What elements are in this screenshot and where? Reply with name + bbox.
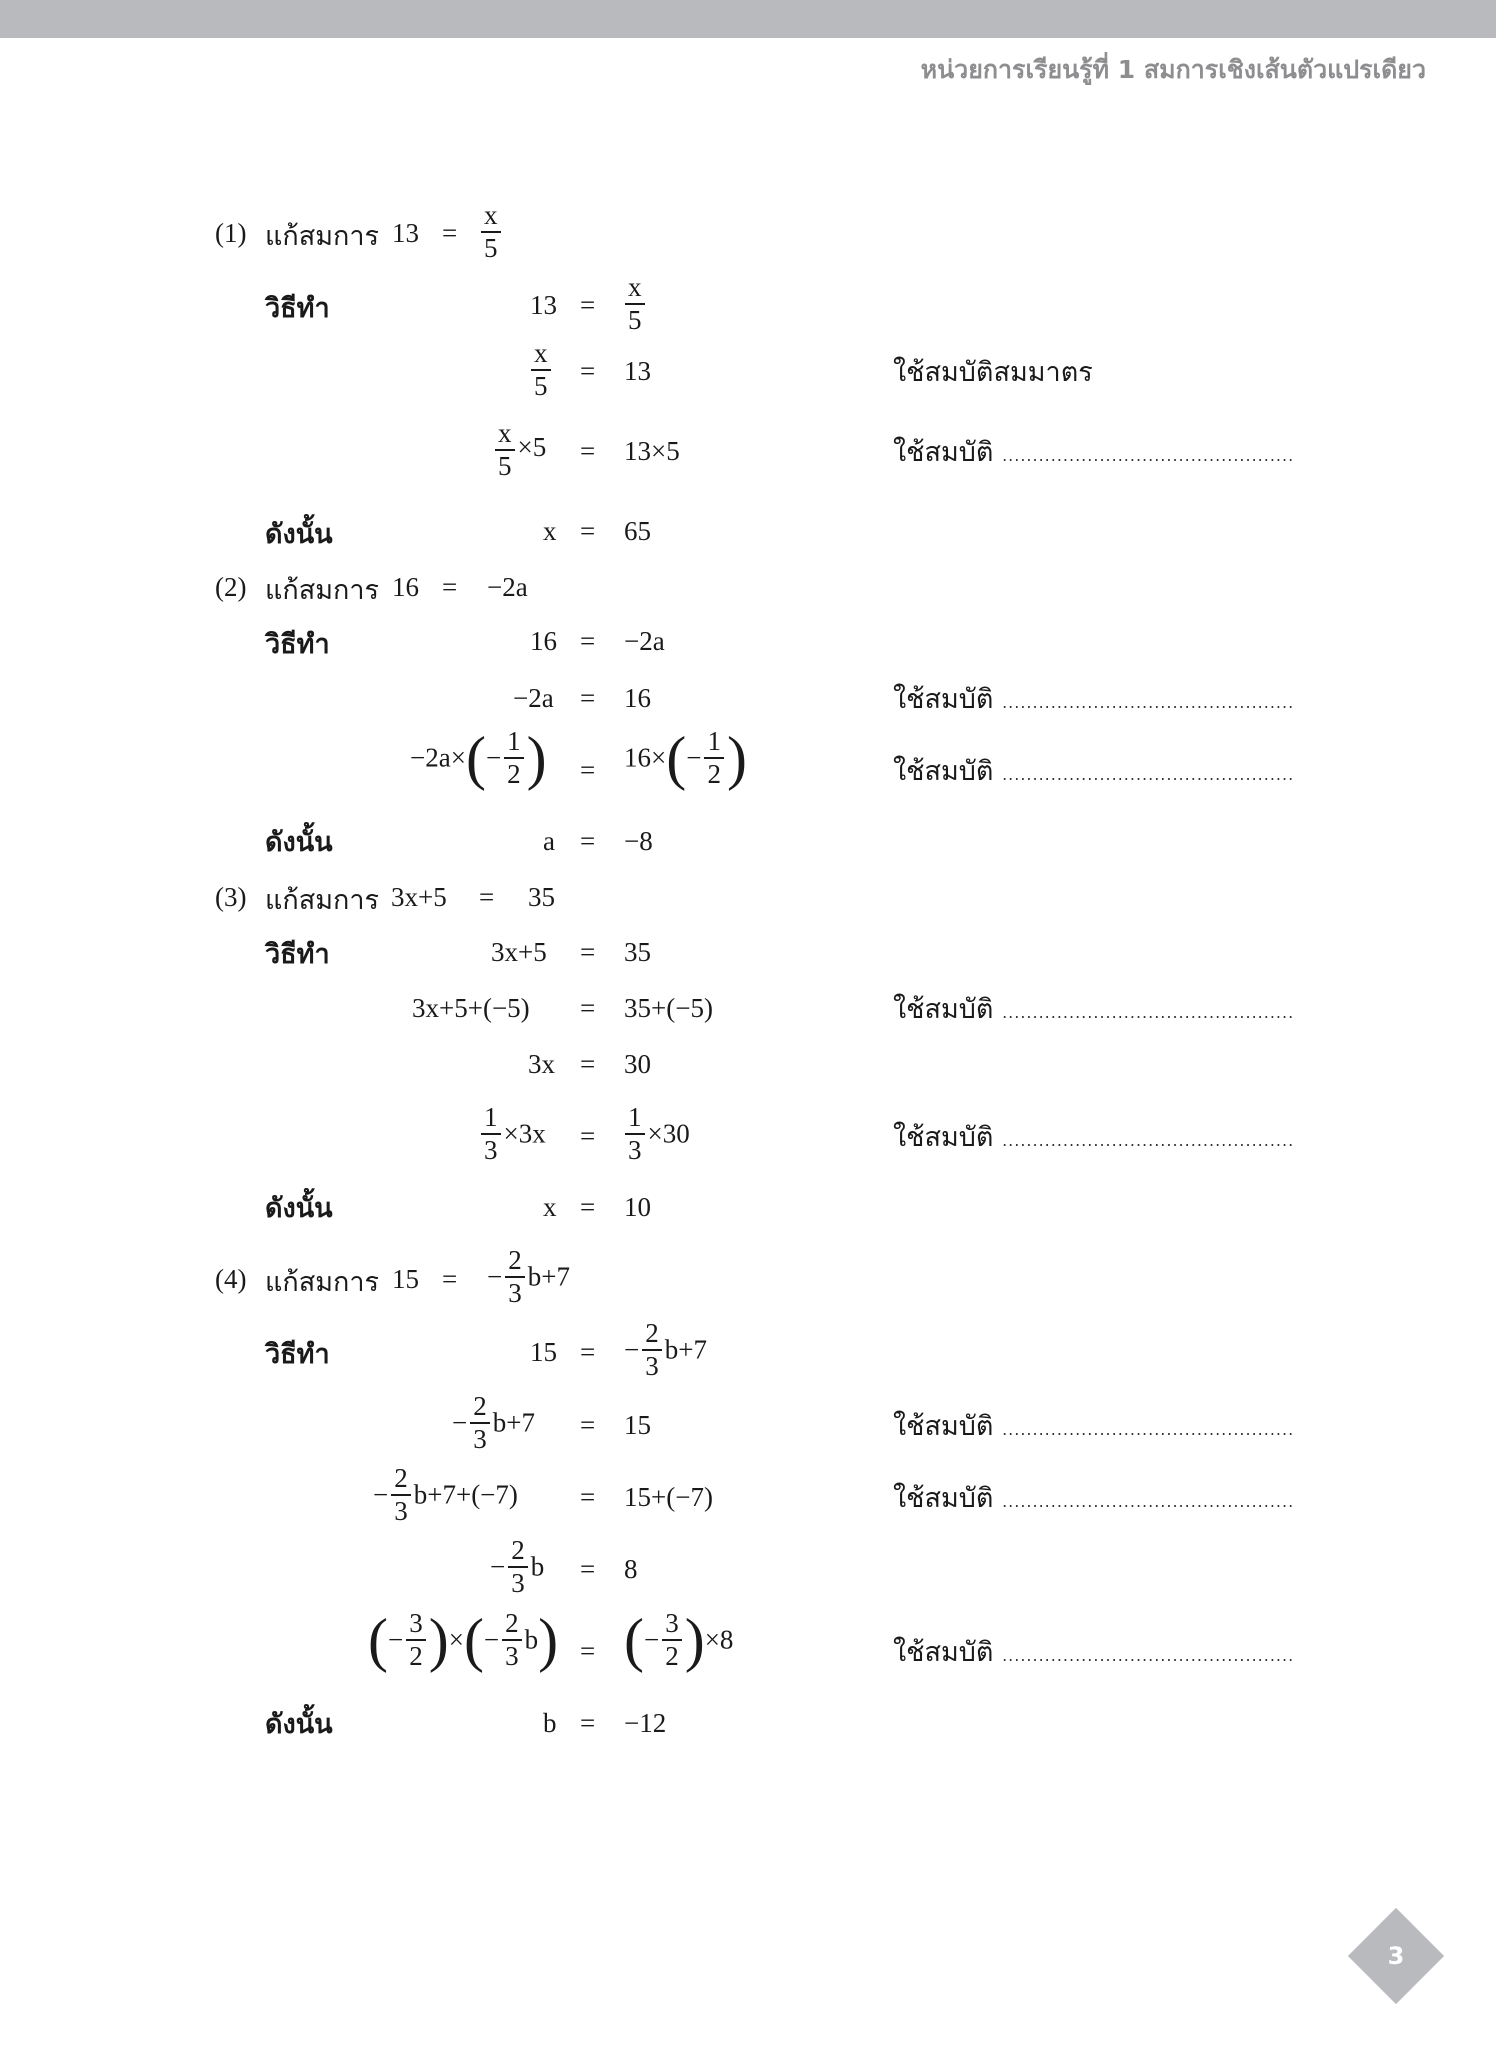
equals-sign: = (580, 993, 596, 1023)
p3-r2-lhs: 3x+5+(−5) (412, 993, 530, 1023)
p4-r5-lhs: (− $\frac{3}{2}$ )×(− $\frac{2}{3}$ b) (368, 1607, 559, 1673)
p2-r1-rhs: −2a (624, 626, 665, 656)
problem-1-lhs: 13 (392, 218, 419, 248)
equals-sign: = (580, 755, 596, 785)
equals-sign: = (442, 572, 458, 602)
p2-r1-lhs: 16 (530, 626, 557, 656)
p3-r3-lhs: 3x (528, 1049, 555, 1079)
problem-2-solve-label: แก้สมการ (265, 575, 380, 606)
equals-sign: = (479, 882, 495, 912)
equals-sign: = (580, 1192, 596, 1222)
p3-r1-rhs: 35 (624, 937, 651, 967)
equals-sign: = (580, 1121, 596, 1151)
problem-4-lhs: 15 (392, 1264, 419, 1294)
method-label: วิธีทำ (265, 293, 330, 324)
problem-1-number: (1) (215, 218, 247, 248)
equals-sign: = (580, 1554, 596, 1584)
equals-sign: = (580, 1636, 596, 1666)
p3-r1-lhs: 3x+5 (491, 937, 547, 967)
p1-r3-lhs: $\frac{x}{5}$ ×5 (492, 420, 546, 480)
problem-4-number: (4) (215, 1264, 247, 1294)
p1-r2-lhs: $\frac{x}{5}$ (528, 340, 554, 400)
equals-sign: = (442, 1264, 458, 1294)
method-label: วิธีทำ (265, 629, 330, 660)
property-blank[interactable]: ใช้สมบัติ ................................................ (893, 437, 1295, 468)
property-blank[interactable]: ใช้สมบัติ ................................................ (893, 1411, 1295, 1442)
method-label: วิธีทำ (265, 939, 330, 970)
p4-r4-lhs: − $\frac{2}{3}$ b (490, 1535, 545, 1598)
equals-sign: = (580, 1337, 596, 1367)
problem-2-lhs: 16 (392, 572, 419, 602)
equals-sign: = (580, 516, 596, 546)
equals-sign: = (580, 1410, 596, 1440)
p2-r2-rhs: 16 (624, 683, 651, 713)
equals-sign: = (580, 626, 596, 656)
equals-sign: = (442, 218, 458, 248)
p4-r3-lhs: − $\frac{2}{3}$ b+7+(−7) (373, 1463, 518, 1526)
therefore-label: ดังนั้น (265, 1193, 333, 1224)
p4-r2-rhs: 15 (624, 1410, 651, 1440)
problem-2-rhs: −2a (487, 572, 528, 602)
equals-sign: = (580, 826, 596, 856)
page-number: 3 (1387, 1942, 1405, 1970)
p2-r3-rhs: 16×(− $\frac{1}{2}$ ) (624, 725, 747, 791)
equals-sign: = (580, 937, 596, 967)
therefore-label: ดังนั้น (265, 1709, 333, 1740)
problem-2-number: (2) (215, 572, 247, 602)
problem-3-lhs: 3x+5 (391, 882, 447, 912)
p4-r1-lhs: 15 (530, 1337, 557, 1367)
p4-r5-rhs: (− $\frac{3}{2}$ )×8 (624, 1607, 734, 1673)
p2-answer-rhs: −8 (624, 826, 653, 856)
p3-answer-lhs: x (543, 1192, 557, 1222)
p1-answer-lhs: x (543, 516, 557, 546)
problem-4-rhs: − $\frac{2}{3}$ b+7 (487, 1245, 570, 1308)
method-label: วิธีทำ (265, 1339, 330, 1370)
p1-r1-rhs: $\frac{x}{5}$ (622, 274, 648, 334)
p2-r2-lhs: −2a (513, 683, 554, 713)
p3-r3-rhs: 30 (624, 1049, 651, 1079)
property-blank[interactable]: ใช้สมบัติ ................................................ (893, 1637, 1295, 1668)
property-blank[interactable]: ใช้สมบัติ ................................................ (893, 684, 1295, 715)
p1-answer-rhs: 65 (624, 516, 651, 546)
p4-r2-lhs: − $\frac{2}{3}$ b+7 (452, 1391, 535, 1454)
p4-answer-rhs: −12 (624, 1708, 667, 1738)
equals-sign: = (580, 436, 596, 466)
top-bar (0, 0, 1496, 38)
p1-r3-rhs: 13×5 (624, 436, 680, 466)
symmetric-property-label: ใช้สมบัติสมมาตร (893, 357, 1093, 388)
p4-r4-rhs: 8 (624, 1554, 638, 1584)
problem-1-fraction: $\frac{x}{5}$ (478, 202, 504, 262)
equals-sign: = (580, 1049, 596, 1079)
p4-r1-rhs: − $\frac{2}{3}$ b+7 (624, 1318, 707, 1381)
p2-r3-lhs: −2a×(− $\frac{1}{2}$ ) (410, 725, 547, 791)
problem-3-solve-label: แก้สมการ (265, 885, 380, 916)
problem-1-solve-label: แก้สมการ (265, 221, 380, 252)
p3-r4-lhs: $\frac{1}{3}$ ×3x (478, 1104, 546, 1164)
p3-answer-rhs: 10 (624, 1192, 651, 1222)
problem-3-rhs: 35 (528, 882, 555, 912)
p2-answer-lhs: a (543, 826, 555, 856)
equals-sign: = (580, 1708, 596, 1738)
problem-4-solve-label: แก้สมการ (265, 1267, 380, 1298)
property-blank[interactable]: ใช้สมบัติ ................................................ (893, 756, 1295, 787)
therefore-label: ดังนั้น (265, 827, 333, 858)
equals-sign: = (580, 1482, 596, 1512)
therefore-label: ดังนั้น (265, 519, 333, 550)
equals-sign: = (580, 356, 596, 386)
p1-r2-rhs: 13 (624, 356, 651, 386)
p4-answer-lhs: b (543, 1708, 557, 1738)
p3-r4-rhs: $\frac{1}{3}$ ×30 (622, 1104, 690, 1164)
p4-r3-rhs: 15+(−7) (624, 1482, 713, 1512)
p3-r2-rhs: 35+(−5) (624, 993, 713, 1023)
equals-sign: = (580, 683, 596, 713)
p1-r1-lhs: 13 (530, 290, 557, 320)
property-blank[interactable]: ใช้สมบัติ ................................................ (893, 1483, 1295, 1514)
property-blank[interactable]: ใช้สมบัติ ................................................ (893, 1122, 1295, 1153)
equals-sign: = (580, 290, 596, 320)
problem-3-number: (3) (215, 882, 247, 912)
chapter-header: หน่วยการเรียนรู้ที่ 1 สมการเชิงเส้นตัวแปรเดียว (920, 55, 1426, 84)
property-blank[interactable]: ใช้สมบัติ ................................................ (893, 994, 1295, 1025)
